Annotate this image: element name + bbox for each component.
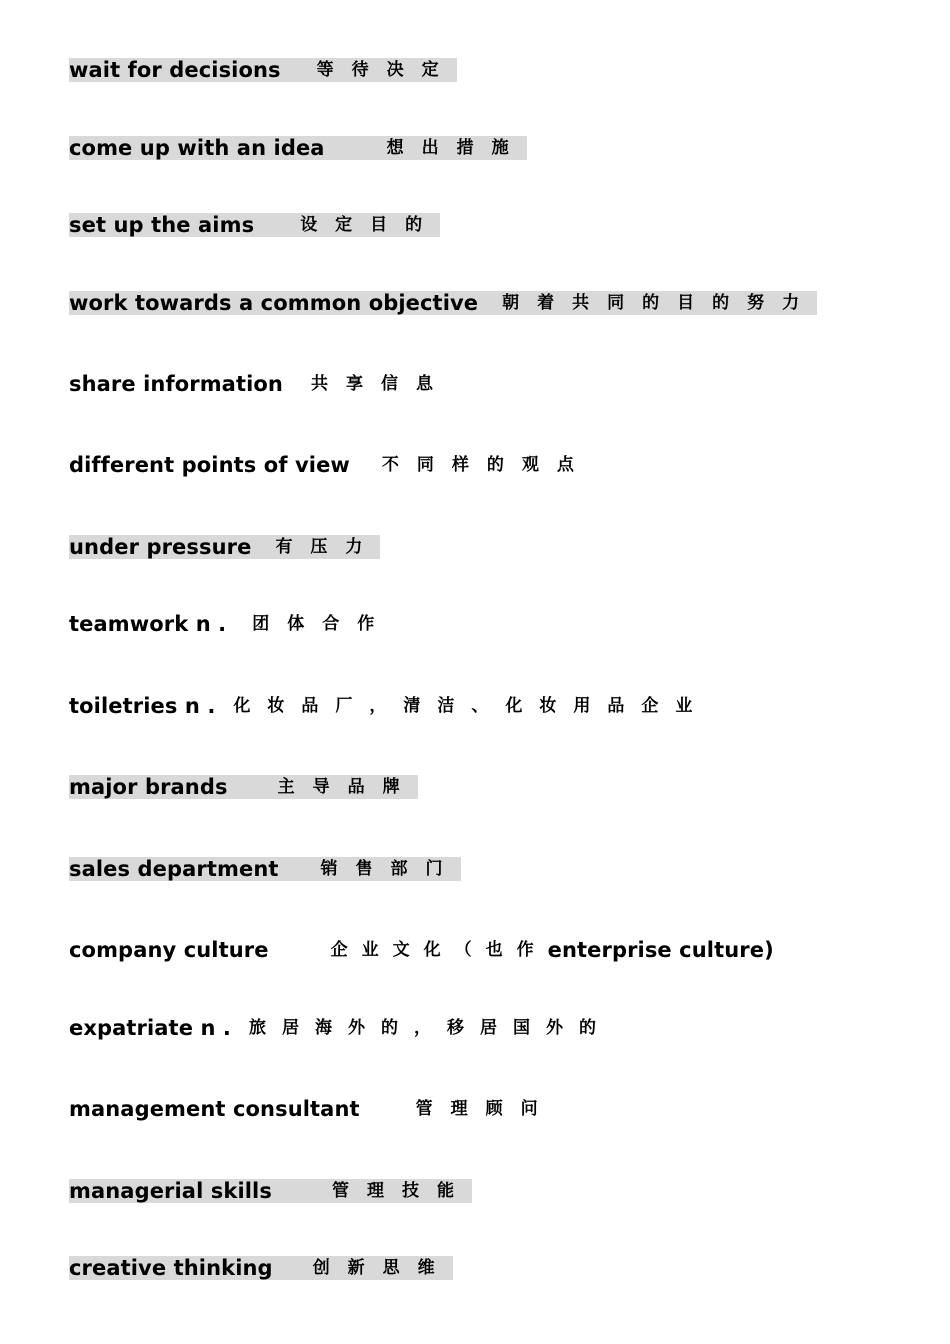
english-term: expatriate n . <box>69 1016 231 1040</box>
chinese-translation: 主导品牌 <box>272 775 418 799</box>
chinese-translation: 等待决定 <box>311 58 457 82</box>
vocab-entry <box>69 936 774 964</box>
english-term: sales department <box>69 857 315 881</box>
chinese-translation: 有压力 <box>269 535 380 559</box>
english-term: managerial skills <box>69 1179 326 1203</box>
vocab-entry <box>69 1254 453 1282</box>
chinese-translation: 想出措施 <box>381 136 527 160</box>
vocab-entry <box>69 1095 556 1123</box>
vocab-entry <box>69 533 380 561</box>
vocab-entry <box>69 1014 612 1042</box>
chinese-translation: 管理技能 <box>326 1179 472 1203</box>
english-term: teamwork n . <box>69 612 227 636</box>
vocab-entry <box>69 451 592 479</box>
english-term-tail: enterprise culture) <box>547 938 774 962</box>
chinese-translation: 旅居海外的，移居国外的 <box>249 1018 612 1038</box>
chinese-translation: 管理顾问 <box>415 1099 556 1119</box>
vocab-entry <box>69 370 451 398</box>
vocab-entry <box>69 692 709 720</box>
chinese-translation: 不同样的观点 <box>381 455 592 475</box>
vocab-entry <box>69 773 418 801</box>
english-term: toiletries n . <box>69 694 216 718</box>
chinese-translation: 共享信息 <box>310 374 451 394</box>
english-term: creative thinking <box>69 1256 307 1280</box>
vocab-entry <box>69 134 527 162</box>
english-term: come up with an idea <box>69 136 381 160</box>
chinese-translation: 设定目的 <box>294 213 440 237</box>
vocab-entry <box>69 56 457 84</box>
chinese-translation: 团体合作 <box>252 614 393 634</box>
english-term: different points of view <box>69 453 350 477</box>
english-term: under pressure <box>69 535 269 559</box>
english-term: wait for decisions <box>69 58 311 82</box>
vocab-entry <box>69 289 817 317</box>
english-term: set up the aims <box>69 213 294 237</box>
english-term: company culture <box>69 938 269 962</box>
vocab-entry <box>69 855 461 883</box>
english-term: management consultant <box>69 1097 360 1121</box>
vocab-entry <box>69 211 440 239</box>
chinese-translation: 创新思维 <box>307 1256 453 1280</box>
english-term: share information <box>69 372 283 396</box>
chinese-translation: 销售部门 <box>315 857 461 881</box>
english-term: work towards a common objective <box>69 291 496 315</box>
vocab-entry <box>69 610 392 638</box>
chinese-translation: 朝着共同的目的努力 <box>496 291 817 315</box>
chinese-translation: 企业文化（也作 <box>330 940 548 960</box>
english-term: major brands <box>69 775 272 799</box>
chinese-translation: 化妆品厂，清洁、化妆用品企业 <box>233 696 710 716</box>
vocab-entry <box>69 1177 472 1205</box>
